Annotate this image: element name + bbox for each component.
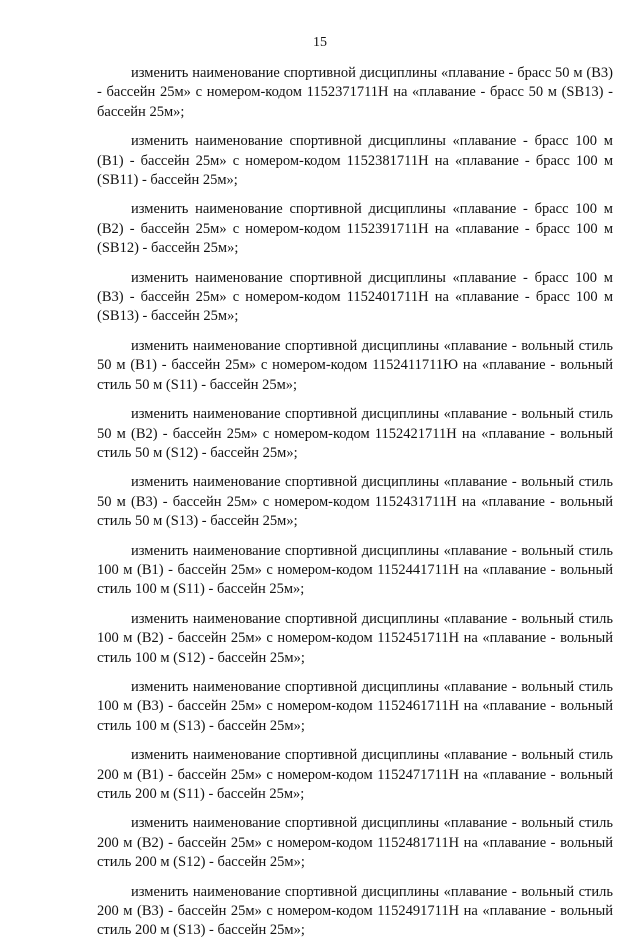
paragraph: изменить наименование спортивной дисциплины «плавание - вольный стиль 50 м (В2) - бассейн 25м» с номером-кодом 1152421711Н на «плавание - вольный стиль 50 м (S12) - бассейн 25м»; bbox=[97, 406, 613, 461]
paragraph: изменить наименование спортивной дисциплины «плавание - брасс 100 м (В2) - бассейн 25м» с номером-кодом 1152391711Н на «плавание - брасс 100 м (SB12) - бассейн 25м»; bbox=[97, 201, 613, 257]
paragraph: изменить наименование спортивной дисциплины «плавание - вольный стиль 100 м (В1) - бассейн 25м» с номером-кодом 1152441711Н на «плавание - вольный стиль 100 м (S11) - бассейн 25м»; bbox=[97, 542, 613, 598]
page-number: 15 bbox=[313, 35, 327, 50]
paragraph: изменить наименование спортивной дисциплины «плавание - вольный стиль 200 м (В3) - бассейн 25м» с номером-кодом 1152491711Н на «плавание - вольный стиль 200 м (S13) - бассейн 25м»; bbox=[97, 883, 613, 939]
paragraph: изменить наименование спортивной дисциплины «плавание - вольный стиль 200 м (В2) - бассейн 25м» с номером-кодом 1152481711Н на «плавание - вольный стиль 200 м (S12) - бассейн 25м»; bbox=[97, 815, 613, 871]
paragraph: изменить наименование спортивной дисциплины «плавание - вольный стиль 200 м (В1) - бассейн 25м» с номером-кодом 1152471711Н на «плавание - вольный стиль 200 м (S11) - бассейн 25м»; bbox=[97, 747, 613, 802]
paragraph: изменить наименование спортивной дисциплины «плавание - вольный стиль 100 м (В2) - бассейн 25м» с номером-кодом 1152451711Н на «плавание - вольный стиль 100 м (S12) - бассейн 25м»; bbox=[97, 610, 613, 666]
paragraph: изменить наименование спортивной дисциплины «плавание - вольный стиль 50 м (В3) - бассейн 25м» с номером-кодом 1152431711Н на «плавание - вольный стиль 50 м (S13) - бассейн 25м»; bbox=[97, 474, 613, 530]
paragraph: изменить наименование спортивной дисциплины «плавание - вольный стиль 50 м (В1) - бассейн 25м» с номером-кодом 1152411711Ю на «плавание - вольный стиль 50 м (S11) - бассейн 25м»; bbox=[97, 337, 613, 393]
document-body bbox=[97, 64, 613, 951]
paragraph: изменить наименование спортивной дисциплины «плавание - брасс 100 м (В3) - бассейн 25м» с номером-кодом 1152401711Н на «плавание - брасс 100 м (SB13) - бассейн 25м»; bbox=[97, 269, 613, 325]
paragraph: изменить наименование спортивной дисциплины «плавание - вольный стиль 100 м (В3) - бассейн 25м» с номером-кодом 1152461711Н на «плавание - вольный стиль 100 м (S13) - бассейн 25м»; bbox=[97, 678, 613, 734]
paragraph: изменить наименование спортивной дисциплины «плавание - брасс 50 м (В3) - бассейн 25м» с номером-кодом 1152371711Н на «плавание - брасс 50 м (SB13) - бассейн 25м»; bbox=[97, 65, 613, 120]
paragraph: изменить наименование спортивной дисциплины «плавание - брасс 100 м (В1) - бассейн 25м» с номером-кодом 1152381711Н на «плавание - брасс 100 м (SB11) - бассейн 25м»; bbox=[97, 133, 613, 189]
